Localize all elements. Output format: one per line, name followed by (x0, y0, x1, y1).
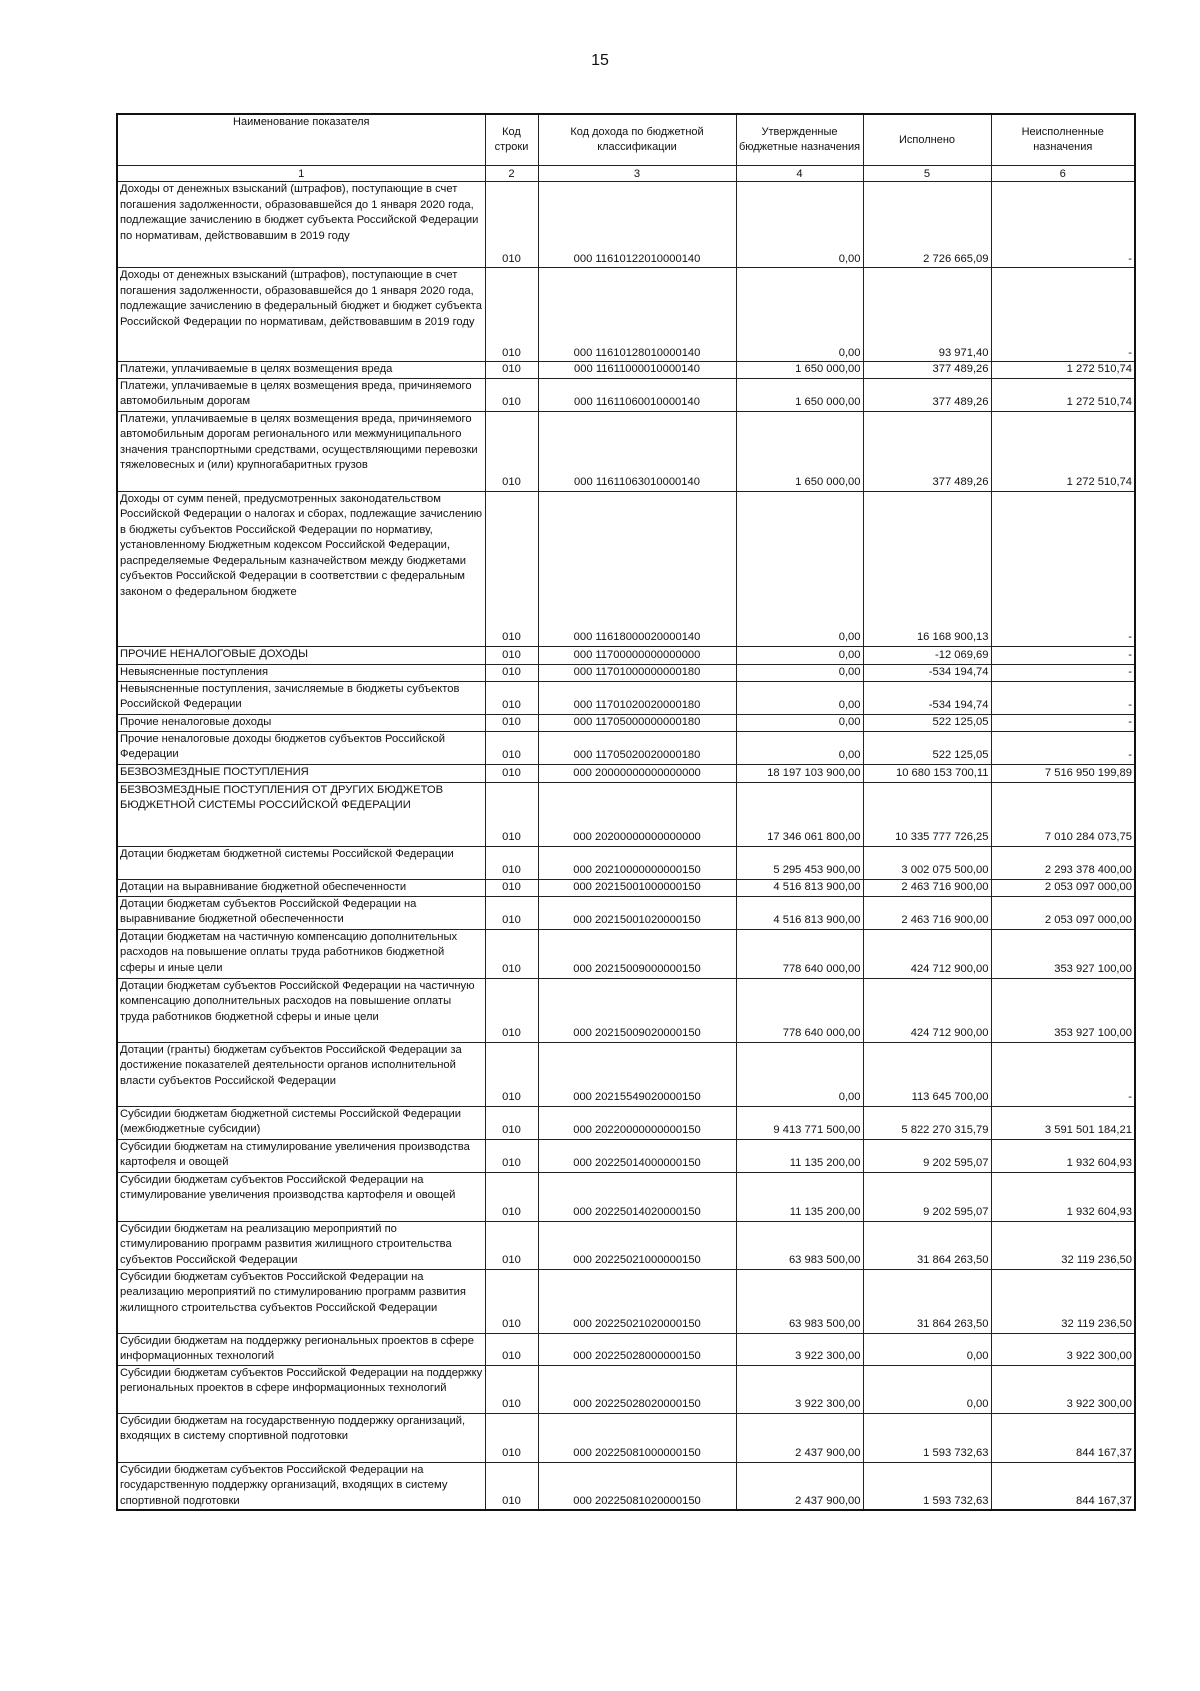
cell-approved: 11 135 200,00 (736, 1172, 863, 1221)
cell-line: 010 (485, 646, 538, 664)
cell-name: Платежи, уплачиваемые в целях возмещения вреда, причиняемого автомобильным дорогам (117, 378, 485, 411)
header-line-code: Код строки (485, 114, 538, 166)
cell-code: 000 20225021000000150 (538, 1221, 736, 1269)
cell-approved: 0,00 (736, 268, 863, 362)
cell-line: 010 (485, 1269, 538, 1333)
cell-executed: 31 864 263,50 (863, 1221, 991, 1269)
table-row (117, 1221, 1135, 1269)
cell-line: 010 (485, 731, 538, 764)
cell-executed: 377 489,26 (863, 378, 991, 411)
cell-approved: 4 516 813 900,00 (736, 896, 863, 929)
column-number: 1 (117, 166, 485, 182)
cell-line: 010 (485, 846, 538, 879)
cell-line: 010 (485, 378, 538, 411)
table-row (117, 846, 1135, 879)
cell-line: 010 (485, 1172, 538, 1221)
cell-line: 010 (485, 1221, 538, 1269)
cell-line: 010 (485, 268, 538, 362)
cell-approved: 778 640 000,00 (736, 978, 863, 1042)
table-row (117, 764, 1135, 782)
cell-executed: 0,00 (863, 1365, 991, 1413)
cell-executed: 1 593 732,63 (863, 1413, 991, 1462)
cell-line: 010 (485, 681, 538, 714)
cell-unexecuted: 32 119 236,50 (991, 1221, 1135, 1269)
cell-code: 000 20225081000000150 (538, 1413, 736, 1462)
cell-line: 010 (485, 1413, 538, 1462)
column-number: 6 (991, 166, 1135, 182)
cell-unexecuted: - (991, 268, 1135, 362)
cell-approved: 0,00 (736, 491, 863, 646)
cell-unexecuted: - (991, 491, 1135, 646)
cell-code: 000 11705000000000180 (538, 714, 736, 731)
cell-unexecuted: 7 010 284 073,75 (991, 782, 1135, 846)
header-income-code: Код дохода по бюджетной классификации (538, 114, 736, 166)
cell-line: 010 (485, 1139, 538, 1172)
table-row (117, 268, 1135, 362)
cell-unexecuted: 1 932 604,93 (991, 1139, 1135, 1172)
cell-executed: 9 202 595,07 (863, 1172, 991, 1221)
cell-line: 010 (485, 1333, 538, 1365)
table-row (117, 1365, 1135, 1413)
cell-approved: 0,00 (736, 681, 863, 714)
cell-code: 000 20215009020000150 (538, 978, 736, 1042)
table-row (117, 1139, 1135, 1172)
cell-executed: 522 125,05 (863, 731, 991, 764)
table-row (117, 1462, 1135, 1510)
cell-approved: 0,00 (736, 646, 863, 664)
column-number: 3 (538, 166, 736, 182)
cell-line: 010 (485, 764, 538, 782)
cell-approved: 4 516 813 900,00 (736, 879, 863, 896)
cell-name: Дотации бюджетам на частичную компенсацию дополнительных расходов на повышение оплаты труда работников бюджетной сферы и иные цели (117, 929, 485, 978)
cell-executed: 93 971,40 (863, 268, 991, 362)
cell-executed: 377 489,26 (863, 411, 991, 491)
table-row (117, 378, 1135, 411)
cell-unexecuted: 3 591 501 184,21 (991, 1106, 1135, 1139)
cell-name: ПРОЧИЕ НЕНАЛОГОВЫЕ ДОХОДЫ (117, 646, 485, 664)
cell-unexecuted: 32 119 236,50 (991, 1269, 1135, 1333)
table-row (117, 1269, 1135, 1333)
cell-executed: 424 712 900,00 (863, 929, 991, 978)
table-row (117, 182, 1135, 268)
cell-code: 000 20225014000000150 (538, 1139, 736, 1172)
header-approved: Утвержденные бюджетные назначения (736, 114, 863, 166)
cell-name: Доходы от денежных взысканий (штрафов), поступающие в счет погашения задолженности, образовавшейся до 1 января 2020 года, подлежащие зачислению в федеральный бюджет и бюджет субъекта Российской Федерации по нормативам, действовавшим в 2019 году (117, 268, 485, 362)
cell-unexecuted: 353 927 100,00 (991, 978, 1135, 1042)
cell-unexecuted: 2 053 097 000,00 (991, 879, 1135, 896)
cell-code: 000 11610128010000140 (538, 268, 736, 362)
cell-line: 010 (485, 1365, 538, 1413)
cell-approved: 2 437 900,00 (736, 1413, 863, 1462)
cell-code: 000 11610122010000140 (538, 182, 736, 268)
cell-approved: 18 197 103 900,00 (736, 764, 863, 782)
cell-name: Прочие неналоговые доходы (117, 714, 485, 731)
cell-code: 000 11705020020000180 (538, 731, 736, 764)
column-number: 2 (485, 166, 538, 182)
cell-name: Дотации бюджетам бюджетной системы Российской Федерации (117, 846, 485, 879)
cell-executed: 5 822 270 315,79 (863, 1106, 991, 1139)
cell-code: 000 20225021020000150 (538, 1269, 736, 1333)
cell-line: 010 (485, 362, 538, 379)
cell-executed: 10 335 777 726,25 (863, 782, 991, 846)
cell-name: Субсидии бюджетам на реализацию мероприятий по стимулированию программ развития жилищного строительства субъектов Российской Федерации (117, 1221, 485, 1269)
table-row (117, 681, 1135, 714)
cell-code: 000 11618000020000140 (538, 491, 736, 646)
cell-unexecuted: 1 272 510,74 (991, 411, 1135, 491)
cell-code: 000 11611000010000140 (538, 362, 736, 379)
cell-line: 010 (485, 1462, 538, 1510)
cell-name: Доходы от денежных взысканий (штрафов), поступающие в счет погашения задолженности, образовавшейся до 1 января 2020 года, подлежащие зачислению в бюджет субъекта Российской Федерации по нормативам, действовавшим в 2019 году (117, 182, 485, 268)
table-row (117, 929, 1135, 978)
header-unexecuted: Неисполненные назначения (991, 114, 1135, 166)
cell-line: 010 (485, 879, 538, 896)
cell-name: Дотации бюджетам субъектов Российской Федерации на частичную компенсацию дополнительных расходов на повышение оплаты труда работников бюджетной сферы и иные цели (117, 978, 485, 1042)
table-row (117, 646, 1135, 664)
cell-code: 000 20225028000000150 (538, 1333, 736, 1365)
cell-name: Субсидии бюджетам на поддержку региональных проектов в сфере информационных технологий (117, 1333, 485, 1365)
cell-approved: 5 295 453 900,00 (736, 846, 863, 879)
table-row (117, 1042, 1135, 1106)
cell-unexecuted: - (991, 646, 1135, 664)
header-name: Наименование показателя (117, 114, 485, 166)
cell-code: 000 11611063010000140 (538, 411, 736, 491)
cell-approved: 63 983 500,00 (736, 1269, 863, 1333)
cell-unexecuted: 3 922 300,00 (991, 1365, 1135, 1413)
cell-unexecuted: - (991, 1042, 1135, 1106)
table-row (117, 1413, 1135, 1462)
table-row (117, 491, 1135, 646)
cell-unexecuted: 3 922 300,00 (991, 1333, 1135, 1365)
cell-approved: 17 346 061 800,00 (736, 782, 863, 846)
column-number: 4 (736, 166, 863, 182)
cell-name: Невыясненные поступления, зачисляемые в бюджеты субъектов Российской Федерации (117, 681, 485, 714)
cell-line: 010 (485, 1106, 538, 1139)
cell-name: Субсидии бюджетам субъектов Российской Федерации на стимулирование увеличения производства картофеля и овощей (117, 1172, 485, 1221)
table-row (117, 879, 1135, 896)
cell-approved: 0,00 (736, 664, 863, 681)
table-row (117, 1172, 1135, 1221)
cell-name: Доходы от сумм пеней, предусмотренных законодательством Российской Федерации о налогах и сборах, подлежащие зачислению в бюджеты субъектов Российской Федерации по нормативу, установленному Бюджетным кодексом Российской Федерации, распределяемые Федеральным казначейством между бюджетами субъектов Российской Федерации в соответствии с федеральным законом о федеральном бюджете (117, 491, 485, 646)
cell-code: 000 20225081020000150 (538, 1462, 736, 1510)
column-number: 5 (863, 166, 991, 182)
cell-executed: 10 680 153 700,11 (863, 764, 991, 782)
cell-unexecuted: 1 272 510,74 (991, 362, 1135, 379)
cell-executed: 1 593 732,63 (863, 1462, 991, 1510)
cell-name: Субсидии бюджетам на стимулирование увеличения производства картофеля и овощей (117, 1139, 485, 1172)
cell-name: Дотации (гранты) бюджетам субъектов Российской Федерации за достижение показателей деятельности органов исполнительной власти субъектов Российской Федерации (117, 1042, 485, 1106)
cell-approved: 1 650 000,00 (736, 378, 863, 411)
cell-line: 010 (485, 411, 538, 491)
cell-name: Невыясненные поступления (117, 664, 485, 681)
income-report-table (116, 113, 1136, 1511)
cell-line: 010 (485, 491, 538, 646)
cell-unexecuted: 844 167,37 (991, 1462, 1135, 1510)
table-row (117, 411, 1135, 491)
cell-code: 000 20200000000000000 (538, 782, 736, 846)
cell-unexecuted: - (991, 714, 1135, 731)
cell-code: 000 20210000000000150 (538, 846, 736, 879)
cell-name: Дотации на выравнивание бюджетной обеспеченности (117, 879, 485, 896)
cell-executed: 2 463 716 900,00 (863, 879, 991, 896)
table-row (117, 362, 1135, 379)
cell-line: 010 (485, 714, 538, 731)
cell-name: Платежи, уплачиваемые в целях возмещения вреда, причиняемого автомобильным дорогам регионального или межмуниципального значения транспортными средствами, осуществляющими перевозки тяжеловесных и (или) крупногабаритных грузов (117, 411, 485, 491)
cell-code: 000 20215001020000150 (538, 896, 736, 929)
cell-code: 000 20215549020000150 (538, 1042, 736, 1106)
cell-code: 000 20225028020000150 (538, 1365, 736, 1413)
cell-unexecuted: 1 932 604,93 (991, 1172, 1135, 1221)
cell-executed: 31 864 263,50 (863, 1269, 991, 1333)
cell-approved: 1 650 000,00 (736, 411, 863, 491)
cell-code: 000 11700000000000000 (538, 646, 736, 664)
cell-executed: -12 069,69 (863, 646, 991, 664)
cell-name: Субсидии бюджетам бюджетной системы Российской Федерации (межбюджетные субсидии) (117, 1106, 485, 1139)
cell-code: 000 11701020020000180 (538, 681, 736, 714)
cell-line: 010 (485, 978, 538, 1042)
cell-name: БЕЗВОЗМЕЗДНЫЕ ПОСТУПЛЕНИЯ ОТ ДРУГИХ БЮДЖЕТОВ БЮДЖЕТНОЙ СИСТЕМЫ РОССИЙСКОЙ ФЕДЕРАЦИИ (117, 782, 485, 846)
cell-line: 010 (485, 896, 538, 929)
cell-executed: 424 712 900,00 (863, 978, 991, 1042)
cell-unexecuted: 2 293 378 400,00 (991, 846, 1135, 879)
cell-name: Платежи, уплачиваемые в целях возмещения вреда (117, 362, 485, 379)
cell-executed: 3 002 075 500,00 (863, 846, 991, 879)
cell-approved: 3 922 300,00 (736, 1365, 863, 1413)
header-row (117, 114, 1135, 166)
table-row (117, 1333, 1135, 1365)
cell-unexecuted: - (991, 681, 1135, 714)
table-row (117, 731, 1135, 764)
table-row (117, 664, 1135, 681)
cell-unexecuted: - (991, 664, 1135, 681)
cell-unexecuted: 1 272 510,74 (991, 378, 1135, 411)
cell-executed: 2 726 665,09 (863, 182, 991, 268)
cell-approved: 0,00 (736, 731, 863, 764)
table-row (117, 978, 1135, 1042)
cell-line: 010 (485, 664, 538, 681)
cell-approved: 2 437 900,00 (736, 1462, 863, 1510)
cell-executed: 0,00 (863, 1333, 991, 1365)
cell-line: 010 (485, 1042, 538, 1106)
cell-code: 000 20220000000000150 (538, 1106, 736, 1139)
cell-name: Субсидии бюджетам на государственную поддержку организаций, входящих в систему спортивной подготовки (117, 1413, 485, 1462)
cell-line: 010 (485, 929, 538, 978)
table-row (117, 714, 1135, 731)
cell-code: 000 11701000000000180 (538, 664, 736, 681)
cell-name: Прочие неналоговые доходы бюджетов субъектов Российской Федерации (117, 731, 485, 764)
cell-approved: 11 135 200,00 (736, 1139, 863, 1172)
cell-executed: 113 645 700,00 (863, 1042, 991, 1106)
cell-unexecuted: - (991, 182, 1135, 268)
cell-approved: 0,00 (736, 1042, 863, 1106)
cell-name: Субсидии бюджетам субъектов Российской Федерации на государственную поддержку организаций, входящих в систему спортивной подготовки (117, 1462, 485, 1510)
table-row (117, 896, 1135, 929)
cell-approved: 3 922 300,00 (736, 1333, 863, 1365)
cell-approved: 0,00 (736, 182, 863, 268)
cell-executed: 377 489,26 (863, 362, 991, 379)
cell-approved: 63 983 500,00 (736, 1221, 863, 1269)
cell-line: 010 (485, 182, 538, 268)
cell-executed: -534 194,74 (863, 681, 991, 714)
cell-code: 000 20000000000000000 (538, 764, 736, 782)
cell-approved: 0,00 (736, 714, 863, 731)
cell-approved: 1 650 000,00 (736, 362, 863, 379)
cell-executed: 522 125,05 (863, 714, 991, 731)
cell-name: Субсидии бюджетам субъектов Российской Федерации на поддержку региональных проектов в сфере информационных технологий (117, 1365, 485, 1413)
header-executed: Исполнено (863, 114, 991, 166)
cell-executed: 16 168 900,13 (863, 491, 991, 646)
cell-approved: 9 413 771 500,00 (736, 1106, 863, 1139)
cell-unexecuted: 7 516 950 199,89 (991, 764, 1135, 782)
cell-name: БЕЗВОЗМЕЗДНЫЕ ПОСТУПЛЕНИЯ (117, 764, 485, 782)
cell-code: 000 20225014020000150 (538, 1172, 736, 1221)
cell-unexecuted: 2 053 097 000,00 (991, 896, 1135, 929)
cell-code: 000 20215001000000150 (538, 879, 736, 896)
cell-unexecuted: 353 927 100,00 (991, 929, 1135, 978)
cell-executed: -534 194,74 (863, 664, 991, 681)
cell-name: Субсидии бюджетам субъектов Российской Федерации на реализацию мероприятий по стимулированию программ развития жилищного строительства субъектов Российской Федерации (117, 1269, 485, 1333)
cell-code: 000 11611060010000140 (538, 378, 736, 411)
cell-executed: 9 202 595,07 (863, 1139, 991, 1172)
table-row (117, 1106, 1135, 1139)
cell-approved: 778 640 000,00 (736, 929, 863, 978)
cell-executed: 2 463 716 900,00 (863, 896, 991, 929)
column-number-row (117, 166, 1135, 182)
cell-line: 010 (485, 782, 538, 846)
cell-name: Дотации бюджетам субъектов Российской Федерации на выравнивание бюджетной обеспеченности (117, 896, 485, 929)
cell-unexecuted: - (991, 731, 1135, 764)
report-body (117, 182, 1135, 1511)
cell-code: 000 20215009000000150 (538, 929, 736, 978)
table-row (117, 782, 1135, 846)
cell-unexecuted: 844 167,37 (991, 1413, 1135, 1462)
page-number: 15 (591, 52, 609, 69)
